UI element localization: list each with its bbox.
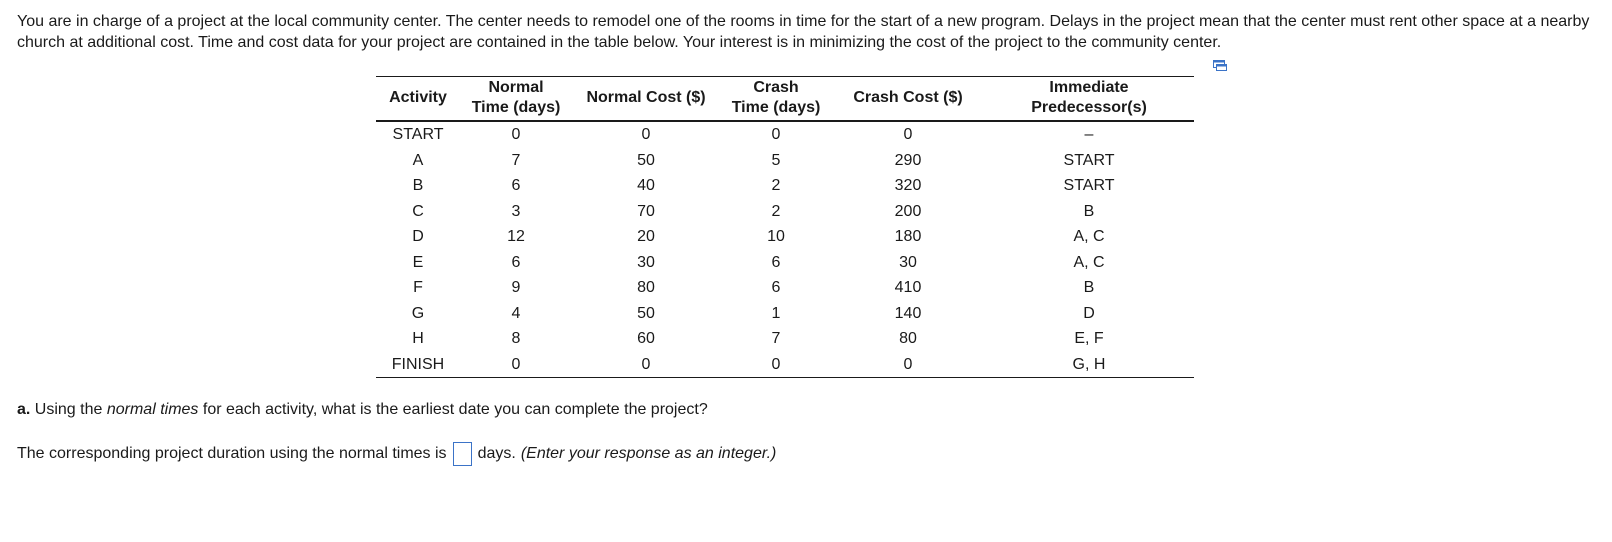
cell-normal-cost: 40 <box>637 177 655 195</box>
answer-hint: (Enter your response as an integer.) <box>520 445 777 462</box>
cell-normal-time: 9 <box>511 279 521 297</box>
table-row <box>376 250 1194 276</box>
problem-statement: You are in charge of a project at the local community center. The center needs to remodel one of the rooms in time for the start of a new program. Delays in the project mean that the center must rent other space at a nearby church at additional cost. Time and cost data for your project are contained in the table below. Your interest is in minimizing the cost of the project to the community center. <box>17 13 1590 51</box>
cell-crash-cost: 290 <box>894 151 922 169</box>
cell-normal-time: 3 <box>511 202 521 220</box>
cell-crash-cost: 0 <box>832 352 984 378</box>
table-row <box>376 224 1194 250</box>
cell-predecessors: E, F <box>1074 330 1104 348</box>
cell-activity: A <box>412 151 424 169</box>
header-predecessors: Immediate Predecessor(s) <box>984 77 1194 122</box>
cell-predecessors: B <box>1083 202 1095 220</box>
cell-normal-time: 0 <box>460 352 572 378</box>
popout-window-icon[interactable] <box>1213 60 1227 71</box>
table-row <box>376 352 1194 378</box>
cell-crash-time: 2 <box>771 177 781 195</box>
cell-predecessors: G, H <box>984 352 1194 378</box>
cell-activity: G <box>411 304 425 322</box>
cell-normal-time: 12 <box>507 228 525 246</box>
cell-crash-cost: 80 <box>899 330 917 348</box>
table-row <box>376 326 1194 352</box>
cell-normal-cost: 50 <box>637 304 655 322</box>
header-normal-time-line2: Time (days) <box>471 99 561 116</box>
cell-crash-time: 1 <box>771 304 781 322</box>
cell-crash-time: 2 <box>771 202 781 220</box>
cell-normal-time: 7 <box>511 151 521 169</box>
cell-normal-cost: 0 <box>572 352 720 378</box>
cell-normal-cost: 50 <box>637 151 655 169</box>
cell-crash-cost: 200 <box>894 202 922 220</box>
question-text-after: for each activity, what is the earliest date you can complete the project? <box>198 401 708 418</box>
table-row <box>376 173 1194 199</box>
table-row <box>376 301 1194 327</box>
cell-normal-time: 8 <box>511 330 521 348</box>
cell-predecessors: A, C <box>1073 253 1105 271</box>
table-row <box>376 199 1194 225</box>
duration-answer-input[interactable] <box>453 442 472 466</box>
cell-normal-time: 6 <box>511 177 521 195</box>
cell-crash-cost: 140 <box>894 304 922 322</box>
header-activity: Activity <box>376 77 460 122</box>
cell-predecessors: D <box>1083 304 1095 322</box>
cell-activity: C <box>412 202 424 220</box>
cell-predecessors: A, C <box>1073 228 1105 246</box>
table-row <box>376 275 1194 301</box>
cell-crash-time: 10 <box>767 228 785 246</box>
cell-normal-cost: 20 <box>637 228 655 246</box>
cell-predecessors: START <box>1063 151 1115 169</box>
cell-activity: FINISH <box>376 352 460 378</box>
cell-crash-cost: 30 <box>899 253 917 271</box>
cell-activity: E <box>412 253 424 271</box>
answer-suffix: days. <box>477 445 516 462</box>
cell-crash-cost: 0 <box>903 126 913 144</box>
cell-crash-time: 6 <box>771 253 781 271</box>
table-header-row <box>376 77 1194 122</box>
header-normal-cost: Normal Cost ($) <box>572 77 720 122</box>
cell-normal-cost: 80 <box>637 279 655 297</box>
cell-normal-cost: 30 <box>637 253 655 271</box>
cell-predecessors: – <box>1084 126 1094 144</box>
header-crash-time-line1: Crash <box>753 79 799 96</box>
cell-normal-time: 6 <box>511 253 521 271</box>
cell-activity: B <box>412 177 424 195</box>
cell-crash-time: 0 <box>720 352 832 378</box>
cell-activity: H <box>412 330 424 348</box>
cell-normal-cost: 70 <box>637 202 655 220</box>
cell-activity: START <box>392 126 444 144</box>
cell-crash-time: 0 <box>771 126 781 144</box>
activity-table <box>376 76 1194 378</box>
cell-crash-time: 7 <box>771 330 781 348</box>
question-label: a. <box>17 401 31 418</box>
question-a <box>17 400 708 420</box>
question-emphasis: normal times <box>106 401 199 418</box>
header-crash-time-line2: Time (days) <box>731 99 821 116</box>
table-row <box>376 148 1194 174</box>
header-normal-time <box>460 77 572 122</box>
cell-crash-cost: 180 <box>894 228 922 246</box>
answer-line <box>17 441 776 467</box>
cell-crash-cost: 410 <box>894 279 922 297</box>
cell-crash-time: 5 <box>771 151 781 169</box>
cell-normal-time: 4 <box>511 304 521 322</box>
header-crash-time <box>720 77 832 122</box>
cell-crash-cost: 320 <box>894 177 922 195</box>
answer-prefix: The corresponding project duration using the normal times is <box>17 445 447 462</box>
header-crash-cost: Crash Cost ($) <box>832 77 984 122</box>
cell-predecessors: B <box>1083 279 1095 297</box>
question-text-before: Using the <box>34 401 107 418</box>
cell-normal-time: 0 <box>511 126 521 144</box>
cell-normal-cost: 0 <box>641 126 651 144</box>
cell-crash-time: 6 <box>771 279 781 297</box>
table-row <box>376 121 1194 148</box>
cell-activity: D <box>412 228 424 246</box>
cell-predecessors: START <box>1063 177 1115 195</box>
cell-normal-cost: 60 <box>637 330 655 348</box>
header-normal-time-line1: Normal <box>488 79 544 96</box>
cell-activity: F <box>413 279 423 297</box>
